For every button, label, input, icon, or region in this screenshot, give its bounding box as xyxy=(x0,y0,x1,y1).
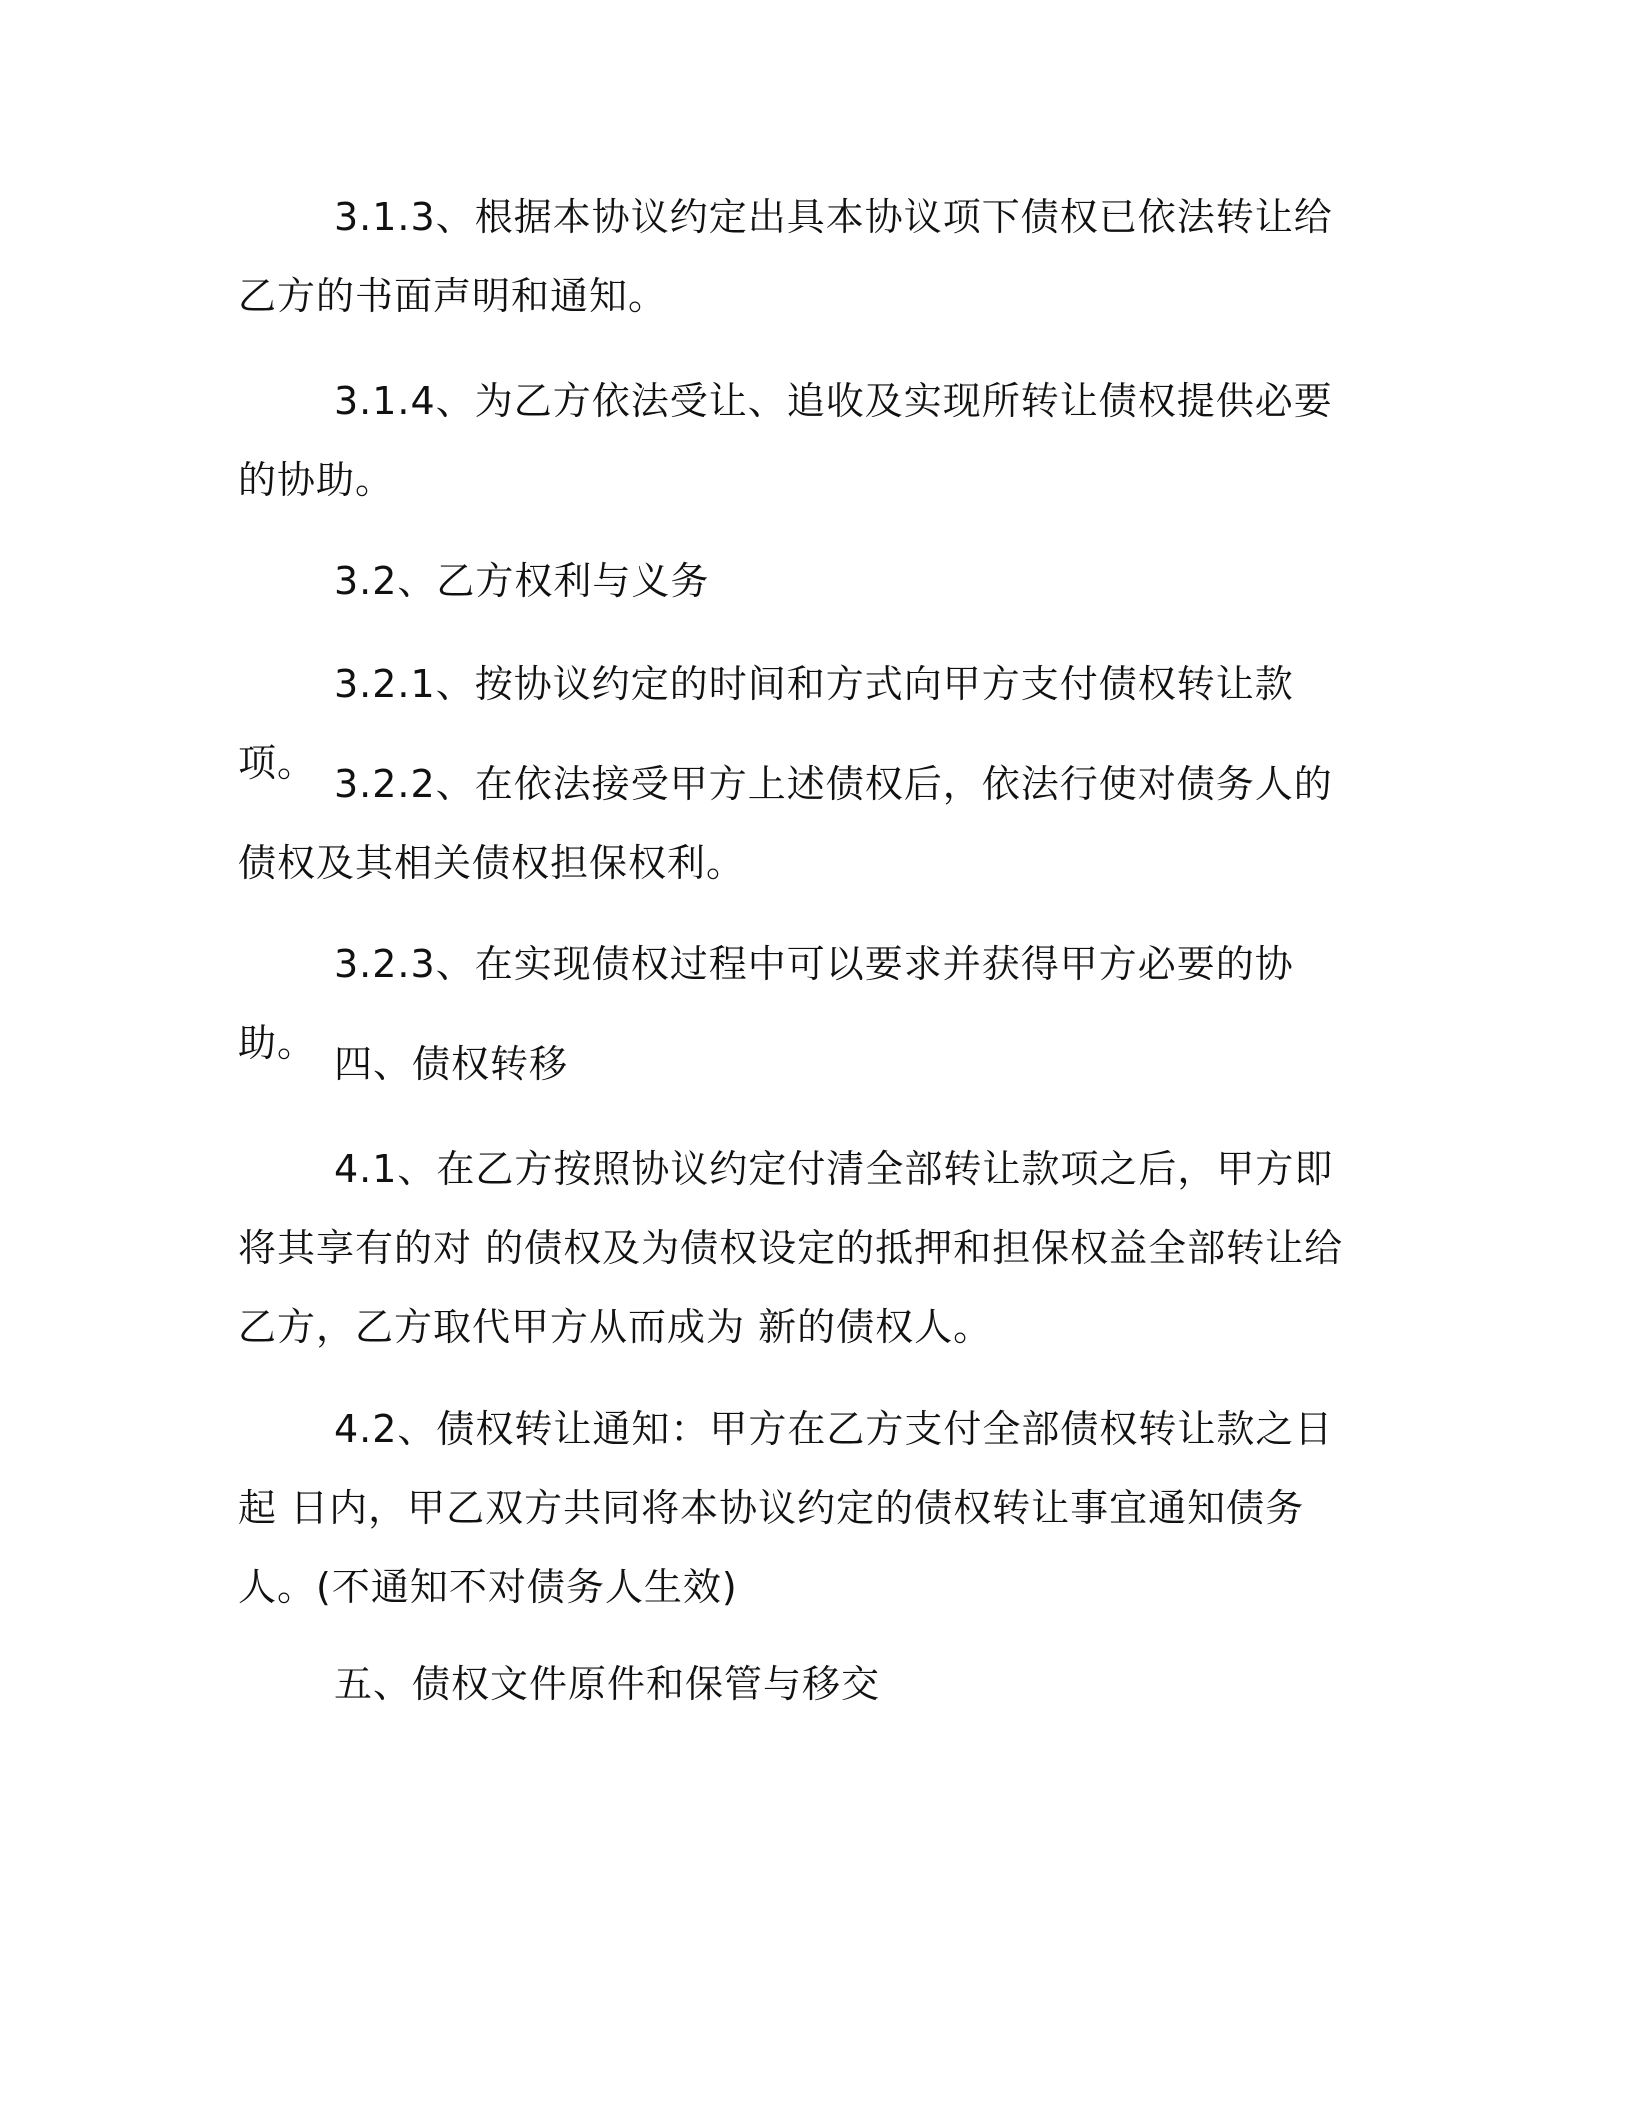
section-4-heading: 四、债权转移 xyxy=(334,1042,569,1086)
clause-3-2-1: 3.2.1、按协议约定的时间和方式向甲方支付债权转让款项。 xyxy=(238,662,1294,785)
clause-4-2: 4.2、债权转让通知：甲方在乙方支付全部债权转让款之日起 日内，甲乙双方共同将本协议约定的债权转让事宜通知债务人。(不通知不对债务人生效) xyxy=(238,1407,1334,1609)
section-5-heading: 五、债权文件原件和保管与移交 xyxy=(334,1662,881,1706)
clause-3-1-4: 3.1.4、为乙方依法受让、追收及实现所转让债权提供必要的协助。 xyxy=(238,379,1333,502)
clause-3-2-3: 3.2.3、在实现债权过程中可以要求并获得甲方必要的协助。 xyxy=(238,942,1294,1065)
clause-3-1-3: 3.1.3、根据本协议约定出具本协议项下债权已依法转让给乙方的书面声明和通知。 xyxy=(238,195,1333,318)
clause-4-1: 4.1、在乙方按照协议约定付清全部转让款项之后，甲方即将其享有的对 的债权及为债权设定的抵押和担保权益全部转让给乙方，乙方取代甲方从而成为 新的债权人。 xyxy=(238,1147,1344,1349)
section-3-2-heading: 3.2、乙方权利与义务 xyxy=(334,559,710,603)
clause-3-2-2: 3.2.2、在依法接受甲方上述债权后，依法行使对债务人的债权及其相关债权担保权利。 xyxy=(238,762,1333,885)
